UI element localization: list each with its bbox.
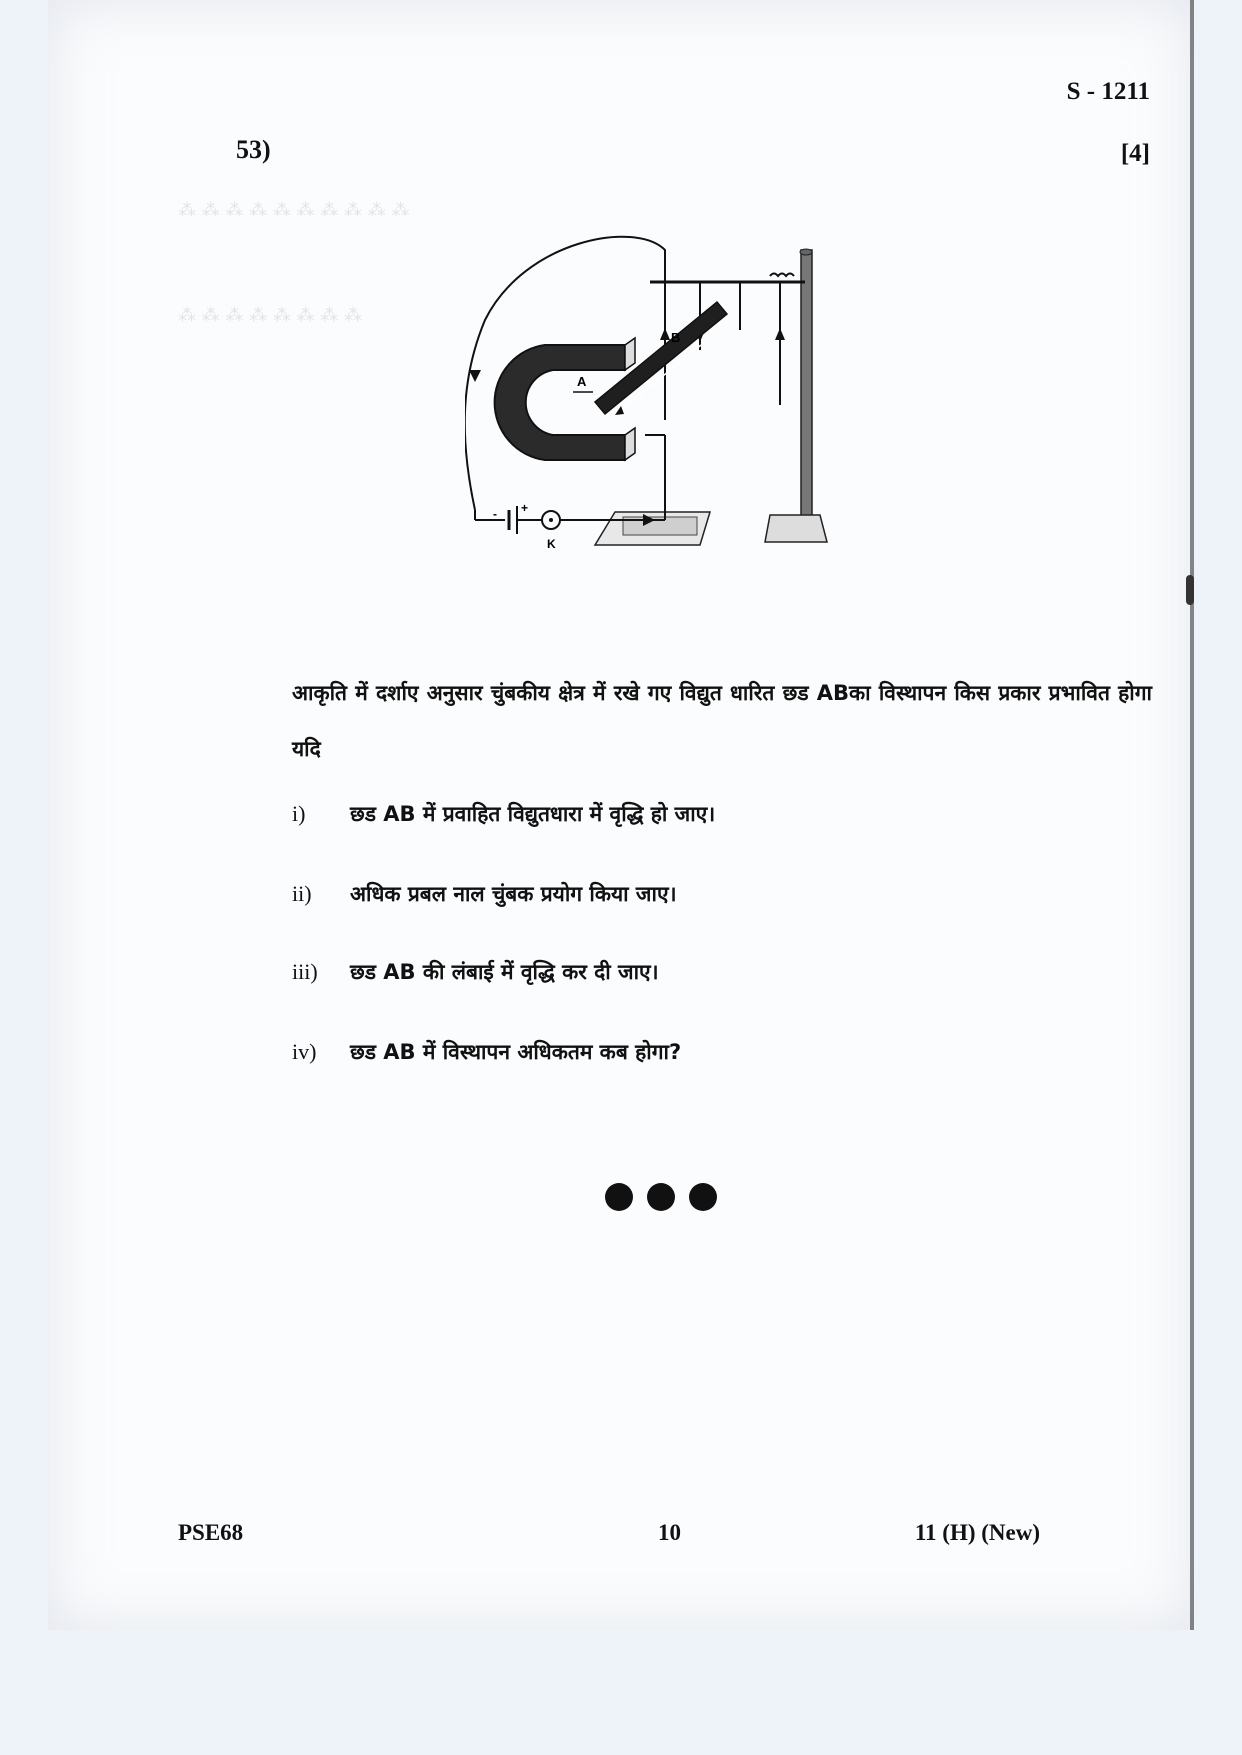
- question-text: आकृति में दर्शाए अनुसार चुंबकीय क्षेत्र में रखे गए विद्युत धारित छड ABका विस्थापन किस प्रकार प्रभावित होगा यदि: [292, 681, 1152, 761]
- magnet-pole-top: [625, 338, 635, 370]
- battery-plus: +: [521, 501, 529, 515]
- magnet-pole-bottom: [625, 428, 635, 460]
- question-marks: [4]: [1120, 140, 1150, 167]
- pole-top: [800, 249, 812, 255]
- label-key: K: [547, 537, 556, 551]
- end-of-paper-dots: [605, 1183, 731, 1216]
- sub-question: [292, 958, 659, 986]
- arrow-up: [660, 328, 670, 340]
- dot: [647, 1183, 675, 1211]
- page-edge: [1190, 0, 1194, 1630]
- key-dot: [549, 518, 553, 522]
- pole-foot: [765, 515, 827, 542]
- battery-minus: -: [493, 507, 497, 521]
- sub-question-number: i): [292, 801, 306, 826]
- sub-question: [292, 800, 715, 828]
- sub-question-number: iii): [292, 959, 318, 984]
- clamp: [770, 274, 794, 277]
- punch-mark: [1186, 575, 1194, 605]
- page-number: 10: [658, 1520, 681, 1545]
- sub-question-number: iv): [292, 1039, 317, 1064]
- show-through-text: ⁂ ⁂ ⁂ ⁂ ⁂ ⁂ ⁂ ⁂: [178, 305, 363, 326]
- sub-question-text: छड AB की लंबाई में वृद्धि कर दी जाए।: [350, 960, 659, 984]
- question-number: 53): [236, 135, 271, 164]
- sub-question-text: अधिक प्रबल नाल चुंबक प्रयोग किया जाए।: [350, 882, 677, 906]
- label-b: B: [671, 330, 681, 345]
- label-a: A: [577, 374, 587, 389]
- footer-series: 11 (H) (New): [914, 1520, 1040, 1545]
- sub-question: [292, 1038, 681, 1066]
- stand-pole: [801, 250, 812, 520]
- circuit-arrow: [469, 370, 481, 382]
- dot: [689, 1183, 717, 1211]
- paper-code: S - 1211: [1066, 78, 1150, 105]
- rod-current-arrow: [615, 406, 624, 415]
- sub-question-text: छड AB में विस्थापन अधिकतम कब होगा?: [350, 1040, 682, 1064]
- show-through-text: ⁂ ⁂ ⁂ ⁂ ⁂ ⁂ ⁂ ⁂ ⁂ ⁂: [178, 200, 410, 221]
- footer-code: PSE68: [178, 1520, 244, 1545]
- sub-question-text: छड AB में प्रवाहित विद्युतधारा में वृद्धि हो जाए।: [350, 802, 716, 826]
- magnet-rod-apparatus-figure: [465, 210, 845, 590]
- arrow-up: [775, 328, 785, 340]
- dot: [605, 1183, 633, 1211]
- sub-question-number: ii): [292, 881, 312, 906]
- sub-question: [292, 880, 677, 908]
